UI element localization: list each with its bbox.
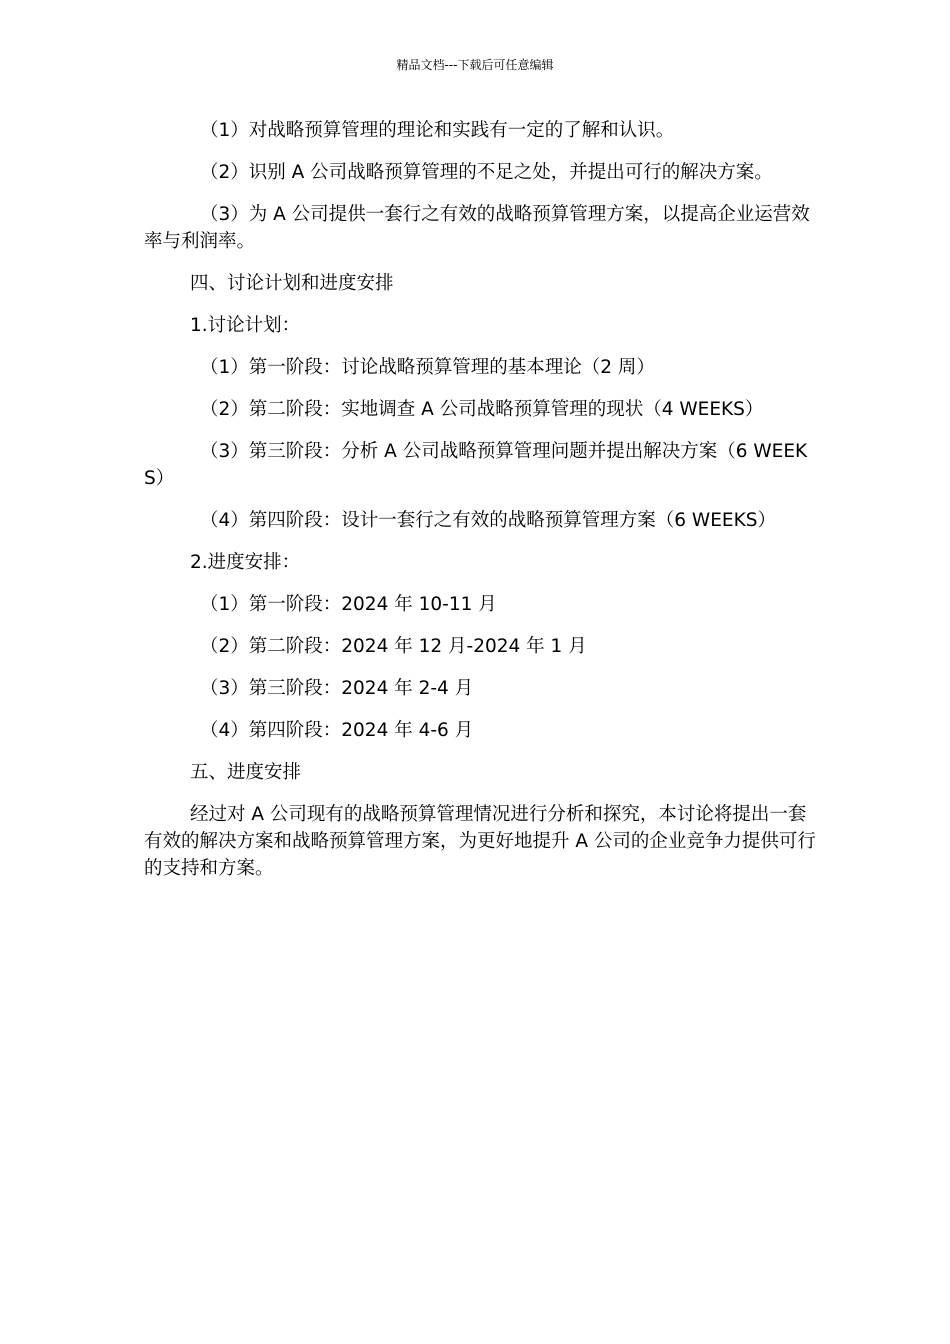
schedule-stage-2: （2）第二阶段：2024 年 12 月-2024 年 1 月	[200, 636, 587, 657]
plan-stage-2: （2）第二阶段：实地调查 A 公司战略预算管理的现状（4 WEEKS）	[200, 399, 764, 420]
objective-2: （2）识别 A 公司战略预算管理的不足之处，并提出可行的解决方案。	[200, 162, 773, 183]
section-heading-5: 五、进度安排	[190, 762, 302, 783]
subheading-schedule: 2.进度安排：	[190, 552, 301, 573]
plan-stage-3: （3）第三阶段：分析 A 公司战略预算管理问题并提出解决方案（6 WEEKS）	[144, 441, 808, 489]
schedule-stage-4: （4）第四阶段：2024 年 4-6 月	[200, 720, 474, 741]
objective-3: （3）为 A 公司提供一套行之有效的战略预算管理方案，以提高企业运营效率与利润率。	[144, 204, 810, 252]
plan-stage-1: （1）第一阶段：讨论战略预算管理的基本理论（2 周）	[200, 357, 655, 378]
subheading-discussion-plan: 1.讨论计划：	[190, 315, 301, 336]
schedule-stage-3: （3）第三阶段：2024 年 2-4 月	[200, 678, 474, 699]
plan-stage-4: （4）第四阶段：设计一套行之有效的战略预算管理方案（6 WEEKS）	[200, 510, 776, 531]
document-body	[144, 117, 816, 897]
section-heading-4: 四、讨论计划和进度安排	[190, 273, 394, 294]
page-header: 精品文档---下载后可任意编辑	[396, 58, 554, 72]
objective-1: （1）对战略预算管理的理论和实践有一定的了解和认识。	[200, 120, 675, 141]
conclusion-paragraph: 经过对 A 公司现有的战略预算管理情况进行分析和探究，本讨论将提出一套有效的解决方案和战略预算管理方案，为更好地提升 A 公司的企业竞争力提供可行的支持和方案。	[144, 804, 816, 879]
schedule-stage-1: （1）第一阶段：2024 年 10-11 月	[200, 594, 497, 615]
